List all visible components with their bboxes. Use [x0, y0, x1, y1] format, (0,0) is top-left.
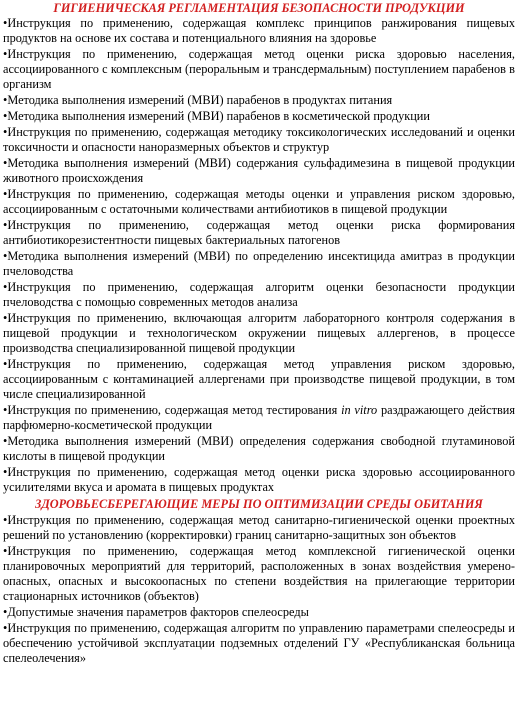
section-list-hygiene — [3, 16, 515, 495]
list-item-italic-term: in vitro — [341, 403, 378, 417]
list-item-text: Инструкция по применению, содержащая алгоритм по управлению параметрами спелеосреды и обеспечению устойчивой эксплуатации подземных отделений ГУ «Республиканская больница спелеолечения» — [3, 621, 515, 665]
bullet-icon: • — [3, 93, 8, 107]
list-item-text: Методика выполнения измерений (МВИ) по определению инсектицида амитраз в продукции пчеловодства — [3, 249, 515, 278]
list-item — [3, 47, 515, 92]
list-item-text: Методика выполнения измерений (МВИ) определения содержания свободной глутаминовой кислоты в пищевой продукции — [3, 434, 515, 463]
list-item-text: Инструкция по применению, содержащая метод управления риском здоровью, ассоциированным с контаминацией аллергенами при производстве пищевой продукции, в том числе специализированной — [3, 357, 515, 401]
bullet-icon: • — [3, 16, 8, 30]
list-item-text: Инструкция по применению, содержащая алгоритм оценки безопасности продукции пчеловодства с помощью современных методов анализа — [3, 280, 515, 309]
list-item — [3, 218, 515, 248]
bullet-icon: • — [3, 109, 8, 123]
section-title-hygiene: ГИГИЕНИЧЕСКАЯ РЕГЛАМЕНТАЦИЯ БЕЗОПАСНОСТИ ПРОДУКЦИИ — [53, 1, 465, 15]
bullet-icon: • — [3, 357, 8, 371]
bullet-icon: • — [3, 187, 8, 201]
list-item — [3, 605, 515, 620]
bullet-icon: • — [3, 434, 8, 448]
list-item — [3, 125, 515, 155]
list-item — [3, 249, 515, 279]
bullet-icon: • — [3, 544, 8, 558]
list-item — [3, 513, 515, 543]
list-item-text: Методика выполнения измерений (МВИ) парабенов в продуктах питания — [7, 93, 393, 107]
bullet-icon: • — [3, 465, 8, 479]
bullet-icon: • — [3, 156, 8, 170]
bullet-icon: • — [3, 605, 8, 619]
list-item-text: Инструкция по применению, содержащая метод оценки риска здоровью ассоциированного усилителями вкуса и аромата в пищевых продуктах — [3, 465, 515, 494]
list-item — [3, 544, 515, 604]
bullet-icon: • — [3, 249, 8, 263]
list-item — [3, 156, 515, 186]
list-item-text: Инструкция по применению, содержащая метод комплексной гигиенической оценки планировочных мероприятий для территорий, расположенных в зонах воздействия умерено-опасных, опасных и высокоопасных по степени воздействия на прилегающие территории стационарных источников (объектов) — [3, 544, 515, 603]
bullet-icon: • — [3, 218, 8, 232]
list-item — [3, 357, 515, 402]
list-item-text: Инструкция по применению, включающая алгоритм лабораторного контроля содержания в пищевой продукции и технологическом окружении пищевых аллергенов, в процессе производства специализированной пищевой продукции — [3, 311, 515, 355]
list-item-text: Инструкция по применению, содержащая методику токсикологических исследований и оценки токсичности и опасности наноразмерных объектов и структур — [3, 125, 515, 154]
bullet-icon: • — [3, 47, 8, 61]
list-item-text: Инструкция по применению, содержащая метод тестирования — [7, 403, 342, 417]
section-list-environment — [3, 513, 515, 666]
list-item — [3, 16, 515, 46]
list-item — [3, 311, 515, 356]
list-item-text: Инструкция по применению, содержащая метод оценки риска здоровью населения, ассоциированного с комплексным (пероральным и трансдермальным) поступлением парабенов в организм — [3, 47, 515, 91]
list-item — [3, 109, 515, 124]
list-item — [3, 465, 515, 495]
bullet-icon: • — [3, 311, 8, 325]
list-item — [3, 187, 515, 217]
list-item-text: Инструкция по применению, содержащая комплекс принципов ранжирования пищевых продуктов на основе их состава и потенциального влияния на здоровье — [3, 16, 515, 45]
list-item-text: Инструкция по применению, содержащая методы оценки и управления риском здоровью, ассоциированным с остаточными количествами антибиотиков в пищевой продукции — [3, 187, 515, 216]
list-item — [3, 280, 515, 310]
list-item-text: Методика выполнения измерений (МВИ) парабенов в косметической продукции — [7, 109, 430, 123]
section-title-environment: ЗДОРОВЬЕСБЕРЕГАЮЩИЕ МЕРЫ ПО ОПТИМИЗАЦИИ СРЕДЫ ОБИТАНИЯ — [35, 497, 483, 511]
list-item-text: раздражающего действия парфюмерно-косметической продукции — [3, 403, 515, 432]
list-item-text: Инструкция по применению, содержащая метод санитарно-гигиенической оценки проектных решений по установлению (корректировки) границ санитарно-защитных зон объектов — [3, 513, 515, 542]
bullet-icon: • — [3, 125, 8, 139]
list-item-text: Допустимые значения параметров факторов спелеосреды — [7, 605, 309, 619]
list-item-text: Инструкция по применению, содержащая метод оценки риска формирования антибиотикорезистентности пищевых бактериальных патогенов — [3, 218, 515, 247]
list-item — [3, 403, 515, 433]
bullet-icon: • — [3, 513, 8, 527]
bullet-icon: • — [3, 280, 8, 294]
list-item — [3, 434, 515, 464]
bullet-icon: • — [3, 403, 8, 417]
list-item — [3, 621, 515, 666]
list-item-text: Методика выполнения измерений (МВИ) содержания сульфадимезина в пищевой продукции животного происхождения — [3, 156, 515, 185]
bullet-icon: • — [3, 621, 8, 635]
list-item — [3, 93, 515, 108]
